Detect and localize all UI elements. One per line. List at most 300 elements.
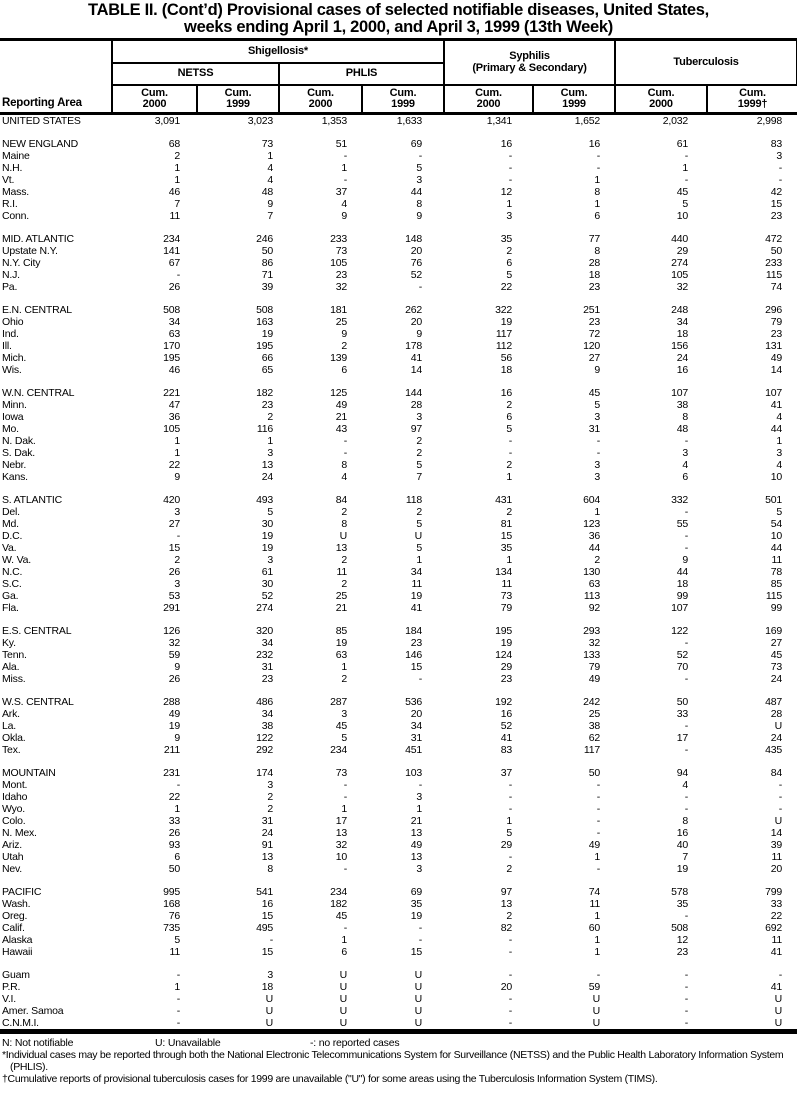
cell-reporting-area: Va. xyxy=(2,542,17,554)
table-row xyxy=(0,625,797,637)
cell-value: 10 xyxy=(335,851,347,863)
cell-value: 50 xyxy=(676,696,689,708)
cell-value: 541 xyxy=(256,886,273,898)
cell-value: 156 xyxy=(671,340,689,352)
cell-value: 2 xyxy=(341,506,347,518)
cell-reporting-area: Iowa xyxy=(2,411,24,423)
cell-reporting-area: Ky. xyxy=(2,637,16,649)
cell-value: 1 xyxy=(174,803,180,815)
cell-value: U xyxy=(592,1005,601,1017)
cell-value: 32 xyxy=(168,637,180,649)
cell-value: U xyxy=(414,1005,423,1017)
table-row xyxy=(0,578,797,590)
cell-value: 232 xyxy=(256,649,273,661)
cell-value: 3 xyxy=(267,779,273,791)
cell-value: 50 xyxy=(588,767,601,779)
cell-value: 13 xyxy=(261,851,273,863)
col-group-tuberculosis: Tuberculosis xyxy=(615,40,797,86)
cell-value: 11 xyxy=(589,898,601,910)
section-gap xyxy=(0,376,797,387)
cell-reporting-area: Maine xyxy=(2,150,30,162)
table-row xyxy=(0,150,797,162)
cell-value: 11 xyxy=(169,946,180,958)
table-row xyxy=(0,494,797,506)
cell-value: - xyxy=(508,969,513,981)
cell-value: 19 xyxy=(261,542,273,554)
cell-value: 32 xyxy=(676,281,689,293)
table-row xyxy=(0,744,797,756)
cell-value: 1 xyxy=(594,174,601,186)
cell-value: 5 xyxy=(416,518,423,530)
cell-value: - xyxy=(176,1005,180,1017)
cell-value: 6 xyxy=(174,851,180,863)
cell-value: 24 xyxy=(770,732,783,744)
table-row xyxy=(0,459,797,471)
cell-value: 49 xyxy=(588,673,601,685)
cell-reporting-area: Vt. xyxy=(2,174,15,186)
cell-value: 3 xyxy=(267,554,273,566)
cell-value: 8 xyxy=(416,198,423,210)
cell-value: 11 xyxy=(169,210,180,222)
cell-value: 69 xyxy=(410,886,423,898)
col-header-tb-cum-2000: Cum. 2000 xyxy=(615,85,707,114)
cell-value: 2 xyxy=(341,673,347,685)
cell-value: 6 xyxy=(682,471,689,483)
cell-value: 20 xyxy=(410,708,423,720)
col-group-netss: NETSS xyxy=(112,63,279,85)
cell-value: - xyxy=(343,779,347,791)
cell-value: 32 xyxy=(335,281,347,293)
cell-reporting-area: Colo. xyxy=(2,815,26,827)
cell-value: 52 xyxy=(261,590,273,602)
cell-value: 536 xyxy=(405,696,423,708)
cell-value: 17 xyxy=(335,815,347,827)
cell-value: 92 xyxy=(588,602,601,614)
cell-value: 288 xyxy=(163,696,180,708)
table-row xyxy=(0,316,797,328)
cell-value: 73 xyxy=(335,245,347,257)
cell-value: 44 xyxy=(410,186,423,198)
cell-value: 50 xyxy=(261,245,273,257)
cell-value: - xyxy=(508,435,513,447)
cell-value: 1 xyxy=(594,506,601,518)
cell-value: 99 xyxy=(770,602,783,614)
col-header-phlis-cum-2000: Cum. 2000 xyxy=(279,85,362,114)
cell-value: 34 xyxy=(410,566,423,578)
section-gap xyxy=(0,222,797,233)
table-row xyxy=(0,886,797,898)
cell-value: - xyxy=(684,637,689,649)
cell-value: 234 xyxy=(163,233,180,245)
cell-value: 420 xyxy=(163,494,180,506)
cell-value: 34 xyxy=(410,720,423,732)
cell-value: 296 xyxy=(765,304,783,316)
cell-value: 10 xyxy=(676,210,689,222)
cell-value: 181 xyxy=(330,304,347,316)
cell-value: 1 xyxy=(267,150,273,162)
cell-value: 146 xyxy=(405,649,423,661)
table-row xyxy=(0,447,797,459)
cell-value: 49 xyxy=(410,839,423,851)
cell-value: 19 xyxy=(261,530,273,542)
cell-reporting-area: S. Dak. xyxy=(2,447,36,459)
cell-value: 3 xyxy=(267,447,273,459)
cell-reporting-area: La. xyxy=(2,720,16,732)
cell-value: 47 xyxy=(168,399,180,411)
cell-value: 53 xyxy=(168,590,180,602)
cell-value: 3 xyxy=(174,506,180,518)
cell-value: U xyxy=(339,530,347,542)
cell-value: 19 xyxy=(168,720,180,732)
cell-value: 15 xyxy=(261,910,273,922)
table-row xyxy=(0,815,797,827)
cell-value: 604 xyxy=(583,494,601,506)
cell-value: 31 xyxy=(261,661,273,673)
cell-value: 73 xyxy=(335,767,347,779)
cell-value: 995 xyxy=(163,886,180,898)
cell-value: 112 xyxy=(495,340,513,352)
cell-value: - xyxy=(684,803,689,815)
cell-value: 169 xyxy=(765,625,783,637)
cell-value: - xyxy=(778,162,783,174)
table-row xyxy=(0,851,797,863)
table-row xyxy=(0,946,797,958)
cell-value: - xyxy=(596,969,601,981)
cell-value: 1 xyxy=(594,934,601,946)
cell-value: 41 xyxy=(770,946,783,958)
section-gap xyxy=(0,483,797,494)
cell-value: 50 xyxy=(770,245,783,257)
cell-reporting-area: Wyo. xyxy=(2,803,26,815)
cell-value: 287 xyxy=(330,696,347,708)
table-row xyxy=(0,542,797,554)
cell-value: - xyxy=(684,993,689,1005)
section-gap xyxy=(0,614,797,625)
cell-value: - xyxy=(684,1017,689,1029)
cell-value: 59 xyxy=(588,981,601,993)
cell-value: 3,023 xyxy=(247,115,273,127)
cell-value: 54 xyxy=(770,518,783,530)
cell-value: 25 xyxy=(335,316,347,328)
cell-value: 107 xyxy=(765,387,783,399)
cell-value: - xyxy=(596,447,601,459)
cell-value: U xyxy=(592,1017,601,1029)
cell-value: 32 xyxy=(335,839,347,851)
cell-value: 1 xyxy=(594,198,601,210)
cell-value: 38 xyxy=(588,720,601,732)
cell-value: 4 xyxy=(267,174,273,186)
cell-value: 1 xyxy=(341,661,347,673)
cell-value: 23 xyxy=(770,210,783,222)
cell-value: 7 xyxy=(416,471,423,483)
cell-value: 1 xyxy=(506,554,513,566)
cell-reporting-area: Ala. xyxy=(2,661,20,673)
cell-value: 3 xyxy=(682,447,689,459)
cell-value: 1 xyxy=(267,435,273,447)
table-row xyxy=(0,839,797,851)
cell-value: U xyxy=(414,1017,423,1029)
cell-value: 44 xyxy=(770,542,783,554)
cell-value: 144 xyxy=(405,387,423,399)
table-row xyxy=(0,661,797,673)
cell-value: 13 xyxy=(410,851,423,863)
cell-value: 15 xyxy=(168,542,180,554)
cell-value: 1 xyxy=(174,162,180,174)
cell-value: 56 xyxy=(500,352,513,364)
col-group-syphilis xyxy=(444,40,615,86)
cell-value: 2 xyxy=(506,399,513,411)
cell-value: 70 xyxy=(676,661,689,673)
cell-value: 168 xyxy=(163,898,180,910)
cell-value: 25 xyxy=(588,708,601,720)
cell-value: 83 xyxy=(770,138,783,150)
cell-value: 9 xyxy=(267,198,273,210)
table-row xyxy=(0,304,797,316)
cell-value: 274 xyxy=(256,602,273,614)
cell-value: 11 xyxy=(771,934,783,946)
table-row xyxy=(0,827,797,839)
cell-value: - xyxy=(684,542,689,554)
cell-value: 195 xyxy=(256,340,273,352)
cell-value: 1 xyxy=(416,554,423,566)
cell-value: 27 xyxy=(588,352,601,364)
cell-value: 148 xyxy=(405,233,423,245)
cell-value: 23 xyxy=(770,328,783,340)
cell-value: 28 xyxy=(410,399,423,411)
cell-value: 1 xyxy=(594,946,601,958)
cell-value: 9 xyxy=(174,661,180,673)
cell-reporting-area: S.C. xyxy=(2,578,22,590)
cell-value: - xyxy=(778,174,783,186)
cell-value: 73 xyxy=(500,590,513,602)
cell-value: 2 xyxy=(506,245,513,257)
cell-value: 234 xyxy=(330,886,347,898)
cell-value: 45 xyxy=(335,910,347,922)
cell-reporting-area: Guam xyxy=(2,969,30,981)
cell-value: 125 xyxy=(330,387,347,399)
cell-value: 115 xyxy=(765,269,783,281)
cell-value: 12 xyxy=(676,934,689,946)
col-header-tb-cum-1999: Cum. 1999† xyxy=(707,85,797,114)
cell-value: - xyxy=(684,174,689,186)
table-header xyxy=(0,40,797,114)
cell-value: 21 xyxy=(335,602,347,614)
col-header-reporting-area: Reporting Area xyxy=(0,40,112,114)
cell-value: 59 xyxy=(168,649,180,661)
cell-value: - xyxy=(596,791,601,803)
cell-reporting-area: Tenn. xyxy=(2,649,27,661)
cell-value: 16 xyxy=(588,138,601,150)
cell-value: 27 xyxy=(168,518,180,530)
cell-value: 735 xyxy=(163,922,180,934)
cell-value: 60 xyxy=(588,922,601,934)
cell-value: 107 xyxy=(671,602,689,614)
cell-value: 81 xyxy=(500,518,513,530)
cell-value: 5 xyxy=(341,732,347,744)
cell-value: 5 xyxy=(506,269,513,281)
cell-value: 19 xyxy=(500,637,513,649)
cell-value: 3 xyxy=(594,471,601,483)
cell-value: 486 xyxy=(256,696,273,708)
table-row xyxy=(0,471,797,483)
cell-value: 19 xyxy=(500,316,513,328)
cell-value: 6 xyxy=(506,411,513,423)
cell-value: 48 xyxy=(261,186,273,198)
cell-value: 51 xyxy=(335,138,347,150)
table-row xyxy=(0,1017,797,1032)
cell-value: 24 xyxy=(676,352,689,364)
cell-value: 79 xyxy=(770,316,783,328)
cell-value: 86 xyxy=(261,257,273,269)
cell-value: 1 xyxy=(506,198,513,210)
cell-value: 242 xyxy=(583,696,601,708)
cell-value: 107 xyxy=(671,387,689,399)
cell-value: 38 xyxy=(676,399,689,411)
table-row xyxy=(0,993,797,1005)
table-row xyxy=(0,779,797,791)
table-title xyxy=(0,0,797,36)
table-row xyxy=(0,186,797,198)
cell-value: 262 xyxy=(405,304,423,316)
cell-value: - xyxy=(508,803,513,815)
cell-value: - xyxy=(418,934,423,946)
cell-value: 5 xyxy=(416,542,423,554)
cell-value: 48 xyxy=(676,423,689,435)
cell-value: 493 xyxy=(256,494,273,506)
cell-value: 103 xyxy=(405,767,423,779)
cell-value: 7 xyxy=(267,210,273,222)
cell-value: 83 xyxy=(500,744,513,756)
legend-not-notifiable: N: Not notifiable xyxy=(2,1037,74,1049)
cell-value: 2 xyxy=(506,506,513,518)
cell-value: 3 xyxy=(594,411,601,423)
section-gap xyxy=(0,127,797,138)
cell-value: 23 xyxy=(261,399,273,411)
table-row xyxy=(0,922,797,934)
cell-value: - xyxy=(508,150,513,162)
cell-value: 2 xyxy=(267,411,273,423)
cell-value: 4 xyxy=(341,198,347,210)
cell-value: 31 xyxy=(261,815,273,827)
footnote-tims: †Cumulative reports of provisional tuberculosis cases for 1999 are unavailable ("U") for some areas using the Tuberculosis Information System (TIMS). xyxy=(2,1073,658,1085)
cell-value: 31 xyxy=(588,423,601,435)
cell-value: 52 xyxy=(676,649,689,661)
cell-value: 3 xyxy=(341,708,347,720)
table-row xyxy=(0,435,797,447)
cell-value: - xyxy=(508,162,513,174)
cell-value: - xyxy=(508,851,513,863)
cell-value: 74 xyxy=(588,886,601,898)
legend-unavailable: U: Unavailable xyxy=(155,1037,221,1049)
cell-value: 472 xyxy=(765,233,783,245)
cell-reporting-area: Md. xyxy=(2,518,19,530)
cell-value: - xyxy=(596,162,601,174)
table-row xyxy=(0,162,797,174)
cell-value: U xyxy=(774,720,783,732)
table-row xyxy=(0,281,797,293)
cell-value: 34 xyxy=(676,316,689,328)
cell-value: - xyxy=(596,779,601,791)
cell-value: 12 xyxy=(500,186,513,198)
cell-value: 182 xyxy=(330,898,347,910)
cell-reporting-area: W.N. CENTRAL xyxy=(2,387,75,399)
cell-value: 221 xyxy=(163,387,180,399)
cell-value: 3 xyxy=(416,174,423,186)
cell-value: 7 xyxy=(682,851,689,863)
table-row xyxy=(0,411,797,423)
table-row xyxy=(0,981,797,993)
cell-value: 44 xyxy=(676,566,689,578)
cell-value: 1 xyxy=(506,471,513,483)
cell-value: 9 xyxy=(682,554,689,566)
cell-value: - xyxy=(508,447,513,459)
cell-value: 332 xyxy=(671,494,689,506)
table-row xyxy=(0,791,797,803)
cell-value: 487 xyxy=(765,696,783,708)
col-header-syphilis-cum-1999: Cum. 1999 xyxy=(533,85,615,114)
cell-value: - xyxy=(176,993,180,1005)
cell-value: 3 xyxy=(267,969,273,981)
table-row xyxy=(0,803,797,815)
cell-reporting-area: Ill. xyxy=(2,340,12,352)
cell-value: - xyxy=(343,435,347,447)
cell-value: 1 xyxy=(341,162,347,174)
cell-value: 117 xyxy=(495,328,513,340)
cell-value: 34 xyxy=(261,708,273,720)
cell-reporting-area: P.R. xyxy=(2,981,21,993)
notifiable-diseases-table xyxy=(0,38,797,1034)
cell-value: 24 xyxy=(261,827,273,839)
cell-value: U xyxy=(414,981,423,993)
cell-value: 66 xyxy=(261,352,273,364)
cell-value: 6 xyxy=(341,364,347,376)
cell-value: 10 xyxy=(770,530,783,542)
cell-value: - xyxy=(508,993,513,1005)
cell-reporting-area: PACIFIC xyxy=(2,886,42,898)
cell-value: 37 xyxy=(500,767,513,779)
cell-reporting-area: Tex. xyxy=(2,744,21,756)
table-row xyxy=(0,328,797,340)
cell-value: 293 xyxy=(583,625,601,637)
cell-value: 5 xyxy=(682,198,689,210)
table-row xyxy=(0,969,797,981)
cell-value: 501 xyxy=(765,494,783,506)
cell-value: 16 xyxy=(500,138,513,150)
cell-value: 15 xyxy=(500,530,513,542)
cell-value: 17 xyxy=(676,732,689,744)
table-row xyxy=(0,863,797,875)
cell-value: 19 xyxy=(676,863,689,875)
cell-value: 23 xyxy=(410,637,423,649)
cell-value: 19 xyxy=(410,910,423,922)
cell-reporting-area: Wis. xyxy=(2,364,22,376)
cell-reporting-area: Ind. xyxy=(2,328,19,340)
cell-value: 2 xyxy=(594,554,601,566)
cell-value: 4 xyxy=(341,471,347,483)
table-row xyxy=(0,554,797,566)
cell-value: 28 xyxy=(588,257,601,269)
cell-value: 8 xyxy=(682,815,689,827)
cell-value: 15 xyxy=(261,946,273,958)
cell-value: 69 xyxy=(410,138,423,150)
cell-value: 3 xyxy=(416,411,423,423)
cell-value: - xyxy=(508,946,513,958)
cell-value: 1 xyxy=(174,174,180,186)
cell-value: 2 xyxy=(341,340,347,352)
cell-value: 248 xyxy=(671,304,689,316)
cell-value: 72 xyxy=(588,328,601,340)
cell-value: 3 xyxy=(174,578,180,590)
